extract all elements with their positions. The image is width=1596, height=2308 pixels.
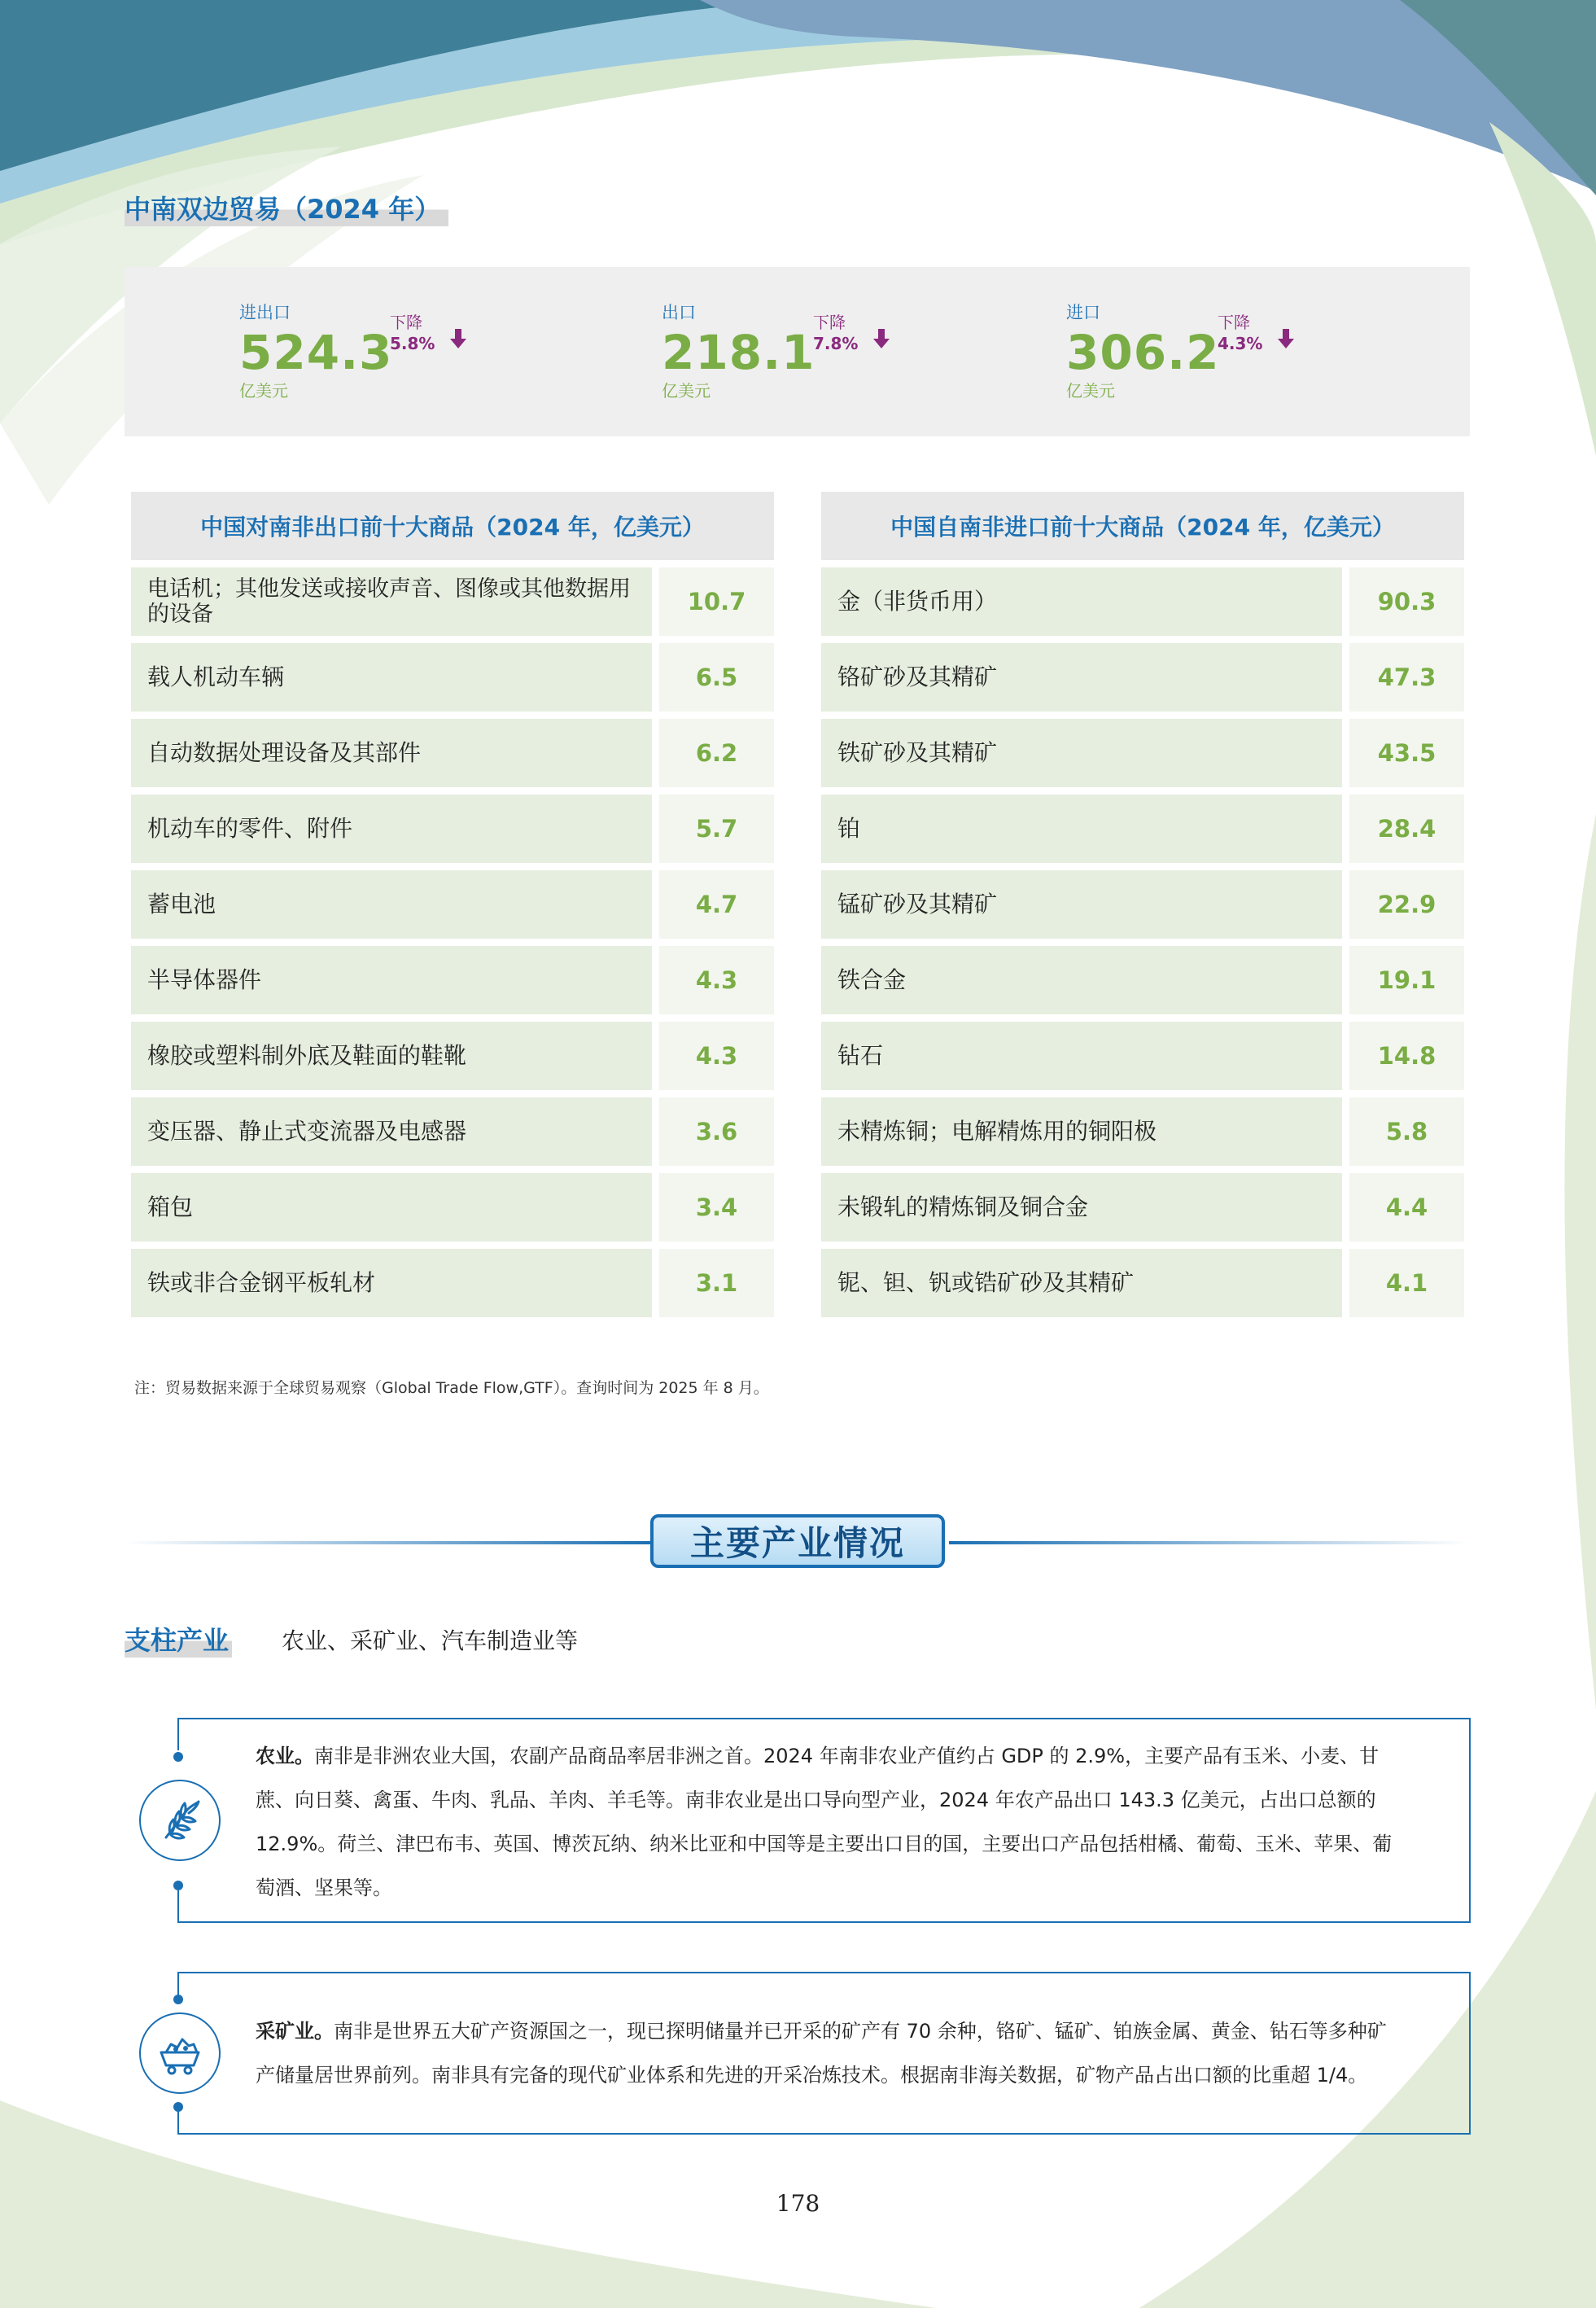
card-line: 蔗、向日葵、禽蛋、牛肉、乳品、羊肉、羊毛等。南非农业是出口导向型产业，2024 年农产品出口 143.3 亿美元，占出口总额的: [256, 1789, 1376, 1811]
commodity-value: 47.3: [1349, 643, 1464, 712]
table-row: [131, 795, 774, 863]
stat-export: [662, 300, 815, 401]
source-note: 注：贸易数据来源于全球贸易观察（Global Trade Flow,GTF）。查询时间为 2025 年 8 月。: [134, 1379, 769, 1397]
stat-change-import: [1218, 312, 1262, 354]
stat-change-total: [390, 312, 435, 354]
commodity-value: 6.2: [659, 719, 774, 787]
commodity-value: 3.4: [659, 1173, 774, 1242]
commodity-name: 机动车的零件、附件: [131, 795, 652, 863]
import-table-title: 中国自南非进口前十大商品（2024 年，亿美元）: [821, 492, 1464, 560]
table-row: [821, 567, 1464, 636]
stat-value: 218.1: [662, 325, 815, 380]
table-row: [131, 567, 774, 636]
table-row: [821, 643, 1464, 712]
trade-summary-panel: [125, 267, 1470, 436]
commodity-value: 6.5: [659, 643, 774, 712]
change-percent: 5.8%: [390, 334, 435, 353]
stat-unit: 亿美元: [1066, 381, 1115, 401]
export-table: [131, 492, 774, 1317]
card-line: 12.9%。荷兰、津巴布韦、英国、博茨瓦纳、纳米比亚和中国等是主要出口目的国，主要出口产品包括柑橘、葡萄、玉米、苹果、葡: [256, 1833, 1393, 1855]
commodity-value: 22.9: [1349, 870, 1464, 939]
commodity-name: 橡胶或塑料制外底及鞋面的鞋靴: [131, 1022, 652, 1090]
card-line: 萄酒、坚果等。: [256, 1877, 392, 1899]
stat-total: [239, 300, 392, 401]
card-dot: [173, 1995, 183, 2004]
table-row: [131, 1249, 774, 1317]
stat-value: 306.2: [1066, 325, 1220, 380]
change-percent: 4.3%: [1218, 334, 1263, 353]
commodity-value: 4.7: [659, 870, 774, 939]
change-label: 下降: [813, 313, 846, 332]
commodity-name: 半导体器件: [131, 946, 652, 1014]
divider: [125, 1541, 654, 1544]
commodity-value: 90.3: [1349, 567, 1464, 636]
table-row: [821, 946, 1464, 1014]
table-row: [131, 1022, 774, 1090]
commodity-value: 5.8: [1349, 1097, 1464, 1166]
commodity-value: 3.1: [659, 1249, 774, 1317]
industry-heading: 主要产业情况: [650, 1514, 945, 1568]
commodity-value: 4.1: [1349, 1249, 1464, 1317]
commodity-name: 载人机动车辆: [131, 643, 652, 712]
table-row: [821, 1173, 1464, 1242]
stat-import: [1066, 300, 1219, 401]
table-row: [821, 795, 1464, 863]
card-line: 南非是世界五大矿产资源国之一，现已探明储量并已开采的矿产有 70 余种，铬矿、锰矿、铂族金属、黄金、钻石等多种矿: [334, 2020, 1387, 2043]
down-arrow-icon: [448, 327, 468, 350]
wheat-icon: [139, 1780, 221, 1861]
table-row: [131, 1097, 774, 1166]
table-row: [821, 1249, 1464, 1317]
page-number: 178: [776, 2190, 820, 2217]
table-row: [821, 870, 1464, 939]
card-heading: 农业。: [256, 1745, 314, 1767]
commodity-value: 28.4: [1349, 795, 1464, 863]
down-arrow-icon: [1276, 327, 1296, 350]
wheat-icon-graphic: [155, 1795, 205, 1846]
table-row: [821, 719, 1464, 787]
card-edge: [177, 1718, 179, 1750]
card-dot: [173, 1881, 183, 1890]
commodity-name: 锰矿砂及其精矿: [821, 870, 1342, 939]
commodity-name: 金（非货币用）: [821, 567, 1342, 636]
commodity-name: 自动数据处理设备及其部件: [131, 719, 652, 787]
commodity-name: 未精炼铜；电解精炼用的铜阳极: [821, 1097, 1342, 1166]
stat-unit: 亿美元: [662, 381, 711, 401]
commodity-name: 铌、钽、钒或锆矿砂及其精矿: [821, 1249, 1342, 1317]
card-line: 南非是非洲农业大国，农副产品商品率居非洲之首。2024 年南非农业产值约占 GDP 的 2.9%，主要产品有玉米、小麦、甘: [314, 1745, 1380, 1767]
table-row: [821, 1097, 1464, 1166]
table-row: [131, 946, 774, 1014]
card-dot: [173, 2102, 183, 2112]
commodity-name: 未锻轧的精炼铜及铜合金: [821, 1173, 1342, 1242]
table-row: [131, 719, 774, 787]
card-line: 产储量居世界前列。南非具有完备的现代矿业体系和先进的开采冶炼技术。根据南非海关数据，矿物产品占出口额的比重超 1/4。: [256, 2064, 1368, 2087]
pillar-industry-label: 支柱产业: [125, 1620, 232, 1658]
commodity-name: 铬矿砂及其精矿: [821, 643, 1342, 712]
commodity-value: 3.6: [659, 1097, 774, 1166]
card-dot: [173, 1752, 183, 1762]
commodity-name: 铁矿砂及其精矿: [821, 719, 1342, 787]
card-heading: 采矿业。: [256, 2020, 334, 2043]
commodity-name: 电话机；其他发送或接收声音、图像或其他数据用的设备: [131, 567, 652, 636]
commodity-value: 4.3: [659, 946, 774, 1014]
change-percent: 7.8%: [813, 334, 859, 353]
commodity-value: 4.4: [1349, 1173, 1464, 1242]
export-table-title: 中国对南非出口前十大商品（2024 年，亿美元）: [131, 492, 774, 560]
commodity-value: 43.5: [1349, 719, 1464, 787]
commodity-value: 19.1: [1349, 946, 1464, 1014]
table-row: [821, 1022, 1464, 1090]
mining-cart-icon-graphic: [155, 2028, 205, 2078]
commodity-name: 箱包: [131, 1173, 652, 1242]
stat-unit: 亿美元: [239, 381, 288, 401]
stat-value: 524.3: [239, 325, 393, 380]
commodity-name: 蓄电池: [131, 870, 652, 939]
stat-label: 进口: [1066, 303, 1100, 322]
mining-text: [256, 2009, 1438, 2097]
divider: [949, 1541, 1470, 1544]
commodity-name: 铁合金: [821, 946, 1342, 1014]
commodity-name: 钻石: [821, 1022, 1342, 1090]
commodity-value: 14.8: [1349, 1022, 1464, 1090]
commodity-name: 铁或非合金钢平板轧材: [131, 1249, 652, 1317]
table-row: [131, 870, 774, 939]
stat-label: 出口: [662, 303, 696, 322]
pillar-industry-text: 农业、采矿业、汽车制造业等: [282, 1627, 579, 1654]
industry-banner: [125, 1514, 1470, 1571]
commodity-name: 变压器、静止式变流器及电感器: [131, 1097, 652, 1166]
mining-cart-icon: [139, 2012, 221, 2094]
agriculture-card: [177, 1718, 1471, 1923]
change-label: 下降: [390, 313, 422, 332]
mining-card: [177, 1972, 1471, 2135]
commodity-value: 4.3: [659, 1022, 774, 1090]
commodity-value: 5.7: [659, 795, 774, 863]
change-label: 下降: [1218, 313, 1250, 332]
page-title: 中南双边贸易（2024 年）: [125, 189, 448, 226]
card-edge: [177, 1890, 179, 1923]
import-table: [821, 492, 1464, 1317]
table-row: [131, 643, 774, 712]
commodity-value: 10.7: [659, 567, 774, 636]
commodity-name: 铂: [821, 795, 1342, 863]
agriculture-text: [256, 1734, 1438, 1910]
stat-label: 进出口: [239, 303, 291, 322]
table-row: [131, 1173, 774, 1242]
stat-change-export: [813, 312, 858, 354]
down-arrow-icon: [872, 327, 891, 350]
